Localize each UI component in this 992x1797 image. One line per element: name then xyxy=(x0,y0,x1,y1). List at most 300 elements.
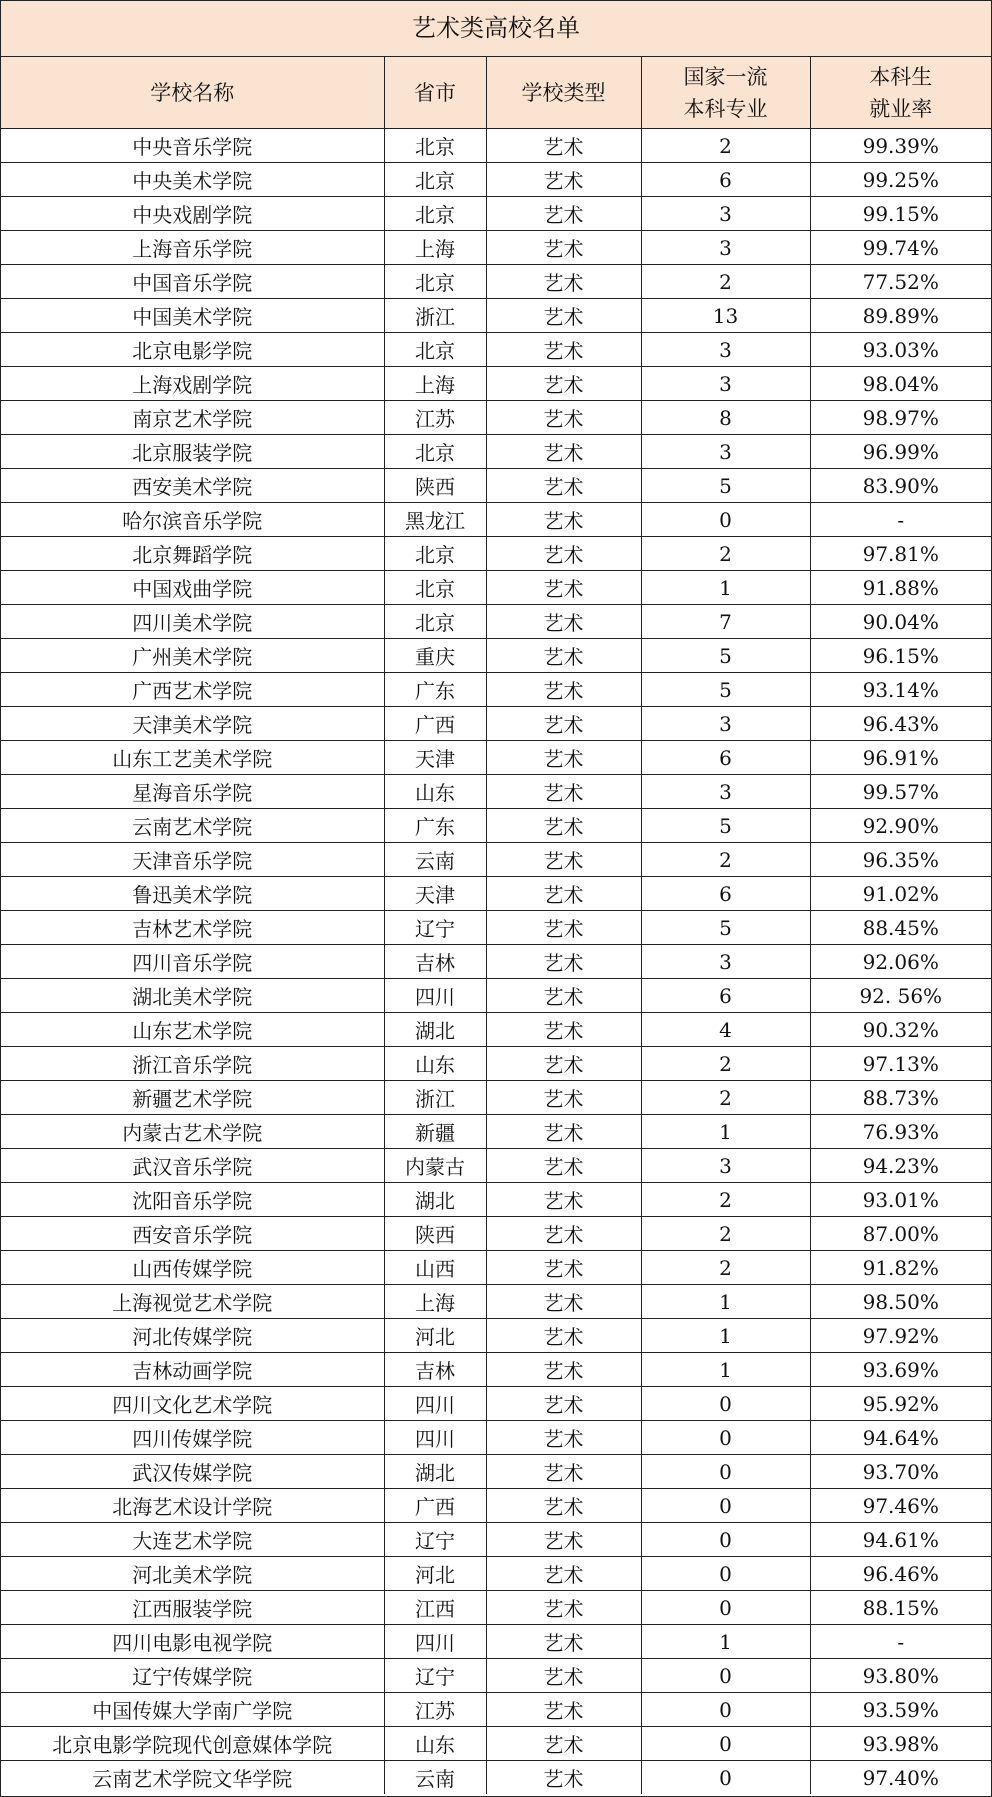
cell-province: 天津 xyxy=(384,741,486,775)
cell-school-name: 新疆艺术学院 xyxy=(1,1081,384,1115)
cell-school-type: 艺术 xyxy=(486,1761,641,1795)
cell-province: 山东 xyxy=(384,775,486,809)
cell-first-class-majors: 0 xyxy=(641,1727,810,1761)
cell-province: 四川 xyxy=(384,1625,486,1659)
cell-first-class-majors: 2 xyxy=(641,129,810,163)
cell-employment-rate: 97.81% xyxy=(810,537,991,571)
cell-school-type: 艺术 xyxy=(486,1591,641,1625)
cell-school-type: 艺术 xyxy=(486,503,641,537)
cell-first-class-majors: 0 xyxy=(641,1693,810,1727)
cell-employment-rate: 89.89% xyxy=(810,299,991,333)
cell-school-name: 云南艺术学院文华学院 xyxy=(1,1761,384,1795)
cell-province: 北京 xyxy=(384,605,486,639)
cell-province: 山东 xyxy=(384,1727,486,1761)
cell-school-name: 山东艺术学院 xyxy=(1,1013,384,1047)
cell-employment-rate: 94.64% xyxy=(810,1421,991,1455)
cell-school-name: 四川美术学院 xyxy=(1,605,384,639)
cell-employment-rate: 96.43% xyxy=(810,707,991,741)
cell-employment-rate: 96.46% xyxy=(810,1557,991,1591)
cell-school-type: 艺术 xyxy=(486,537,641,571)
cell-first-class-majors: 2 xyxy=(641,843,810,877)
cell-province: 江苏 xyxy=(384,1693,486,1727)
cell-school-name: 北海艺术设计学院 xyxy=(1,1489,384,1523)
cell-employment-rate: 93.70% xyxy=(810,1455,991,1489)
cell-employment-rate: 97.40% xyxy=(862,1765,939,1790)
cell-province: 湖北 xyxy=(384,1455,486,1489)
cell-province: 陕西 xyxy=(384,469,486,503)
cell-province: 山东 xyxy=(384,1047,486,1081)
cell-province: 广西 xyxy=(384,1489,486,1523)
table-row xyxy=(1,1591,991,1625)
cell-employment-rate: - xyxy=(810,1625,991,1659)
cell-first-class-majors: 5 xyxy=(641,911,810,945)
cell-employment-rate: 97.92% xyxy=(810,1319,991,1353)
table-row xyxy=(1,1659,991,1693)
cell-school-type: 艺术 xyxy=(486,1217,641,1251)
cell-province: 江苏 xyxy=(384,401,486,435)
table-row xyxy=(1,299,991,333)
table-row xyxy=(1,401,991,435)
cell-province: 浙江 xyxy=(384,299,486,333)
cell-employment-rate: 90.04% xyxy=(810,605,991,639)
cell-first-class-majors: 0 xyxy=(641,1455,810,1489)
header-province: 省市 xyxy=(384,57,486,129)
table-row xyxy=(1,1455,991,1489)
cell-school-name: 南京艺术学院 xyxy=(1,401,384,435)
cell-school-name: 吉林艺术学院 xyxy=(1,911,384,945)
table-row xyxy=(1,1387,991,1421)
table-row xyxy=(1,1251,991,1285)
cell-school-type: 艺术 xyxy=(486,673,641,707)
cell-employment-rate: 92.06% xyxy=(810,945,991,979)
cell-school-type: 艺术 xyxy=(486,605,641,639)
cell-first-class-majors: 6 xyxy=(641,741,810,775)
cell-first-class-majors: 0 xyxy=(641,1591,810,1625)
cell-first-class-majors: 0 xyxy=(641,1761,810,1795)
cell-school-type: 艺术 xyxy=(486,1081,641,1115)
cell-employment-rate: 91.02% xyxy=(810,877,991,911)
table-row xyxy=(1,1047,991,1081)
cell-first-class-majors: 0 xyxy=(641,1489,810,1523)
cell-first-class-majors: 3 xyxy=(641,333,810,367)
cell-employment-rate: 91.88% xyxy=(810,571,991,605)
cell-school-name: 中国美术学院 xyxy=(1,299,384,333)
cell-school-type: 艺术 xyxy=(486,979,641,1013)
cell-employment-rate: 99.57% xyxy=(810,775,991,809)
cell-first-class-majors: 3 xyxy=(641,435,810,469)
table-header xyxy=(1,57,991,129)
header-majors-line2: 本科专业 xyxy=(683,96,768,121)
cell-school-type: 艺术 xyxy=(486,1659,641,1693)
cell-employment-rate: 88.15% xyxy=(810,1591,991,1625)
table-row xyxy=(1,775,991,809)
cell-school-name: 中央戏剧学院 xyxy=(1,197,384,231)
cell-province: 河北 xyxy=(384,1319,486,1353)
cell-school-name: 山东工艺美术学院 xyxy=(1,741,384,775)
cell-school-name: 湖北美术学院 xyxy=(1,979,384,1013)
header-row xyxy=(1,57,991,129)
table-row xyxy=(1,1489,991,1523)
cell-employment-rate: 97.46% xyxy=(810,1489,991,1523)
table-row xyxy=(1,503,991,537)
table-row xyxy=(1,197,991,231)
cell-school-type: 艺术 xyxy=(486,367,641,401)
cell-province: 湖北 xyxy=(384,1013,486,1047)
cell-school-name: 上海戏剧学院 xyxy=(1,367,384,401)
cell-province: 辽宁 xyxy=(384,1659,486,1693)
table-row xyxy=(1,1625,991,1659)
cell-province: 重庆 xyxy=(384,639,486,673)
cell-employment-rate: 93.14% xyxy=(810,673,991,707)
cell-province: 广东 xyxy=(384,809,486,843)
cell-province: 内蒙古 xyxy=(384,1149,486,1183)
cell-school-type: 艺术 xyxy=(486,231,641,265)
cell-employment-rate: 88.73% xyxy=(810,1081,991,1115)
cell-province: 吉林 xyxy=(384,1353,486,1387)
cell-school-type: 艺术 xyxy=(486,1489,641,1523)
cell-school-name: 北京电影学院 xyxy=(1,333,384,367)
cell-school-type: 艺术 xyxy=(486,435,641,469)
cell-first-class-majors: 2 xyxy=(641,1047,810,1081)
table-row xyxy=(1,1319,991,1353)
cell-province: 北京 xyxy=(384,163,486,197)
cell-school-name: 西安美术学院 xyxy=(1,469,384,503)
table-body xyxy=(1,129,991,1795)
cell-first-class-majors: 0 xyxy=(641,1557,810,1591)
cell-school-name: 中国戏曲学院 xyxy=(1,571,384,605)
cell-school-name: 北京舞蹈学院 xyxy=(1,537,384,571)
cell-province: 四川 xyxy=(384,1421,486,1455)
cell-employment-rate: 93.80% xyxy=(810,1659,991,1693)
table-row xyxy=(1,1285,991,1319)
table-row xyxy=(1,1013,991,1047)
cell-province: 天津 xyxy=(384,877,486,911)
cell-school-type: 艺术 xyxy=(486,945,641,979)
table-row xyxy=(1,1217,991,1251)
table-row xyxy=(1,571,991,605)
cell-employment-rate: - xyxy=(810,503,991,537)
cell-employment-rate: 77.52% xyxy=(810,265,991,299)
table-row xyxy=(1,333,991,367)
cell-province: 江西 xyxy=(384,1591,486,1625)
table-row xyxy=(1,707,991,741)
cell-province: 广西 xyxy=(384,707,486,741)
cell-school-type: 艺术 xyxy=(486,1115,641,1149)
cell-first-class-majors: 6 xyxy=(641,877,810,911)
cell-school-name: 中央美术学院 xyxy=(1,163,384,197)
table-row xyxy=(1,231,991,265)
table-row xyxy=(1,163,991,197)
cell-employment-rate: 94.23% xyxy=(810,1149,991,1183)
cell-employment-rate: 99.15% xyxy=(810,197,991,231)
cell-school-type: 艺术 xyxy=(486,1557,641,1591)
cell-province: 北京 xyxy=(384,435,486,469)
cell-first-class-majors: 2 xyxy=(641,265,810,299)
table-row xyxy=(1,1727,991,1761)
cell-school-type: 艺术 xyxy=(486,163,641,197)
header-employment-rate xyxy=(810,57,991,129)
table-row xyxy=(1,1081,991,1115)
cell-province: 河北 xyxy=(384,1557,486,1591)
cell-employment-rate: 96.91% xyxy=(810,741,991,775)
table-row xyxy=(1,1183,991,1217)
cell-employment-rate: 99.25% xyxy=(810,163,991,197)
cell-employment-rate: 83.90% xyxy=(810,469,991,503)
cell-school-name: 内蒙古艺术学院 xyxy=(1,1115,384,1149)
table-row xyxy=(1,639,991,673)
cell-first-class-majors: 3 xyxy=(641,231,810,265)
cell-school-name: 中国音乐学院 xyxy=(1,265,384,299)
table-row xyxy=(1,1149,991,1183)
cell-school-type: 艺术 xyxy=(486,1047,641,1081)
cell-school-name: 广州美术学院 xyxy=(1,639,384,673)
cell-first-class-majors: 0 xyxy=(641,1659,810,1693)
cell-employment-rate: 92. 56% xyxy=(810,979,991,1013)
cell-school-type: 艺术 xyxy=(486,1251,641,1285)
cell-school-type: 艺术 xyxy=(486,1013,641,1047)
cell-province: 云南 xyxy=(384,1761,486,1795)
cell-school-name: 云南艺术学院 xyxy=(1,809,384,843)
cell-province: 北京 xyxy=(384,265,486,299)
cell-school-type: 艺术 xyxy=(486,707,641,741)
cell-employment-rate: 92.90% xyxy=(810,809,991,843)
cell-first-class-majors: 0 xyxy=(641,1387,810,1421)
table-row xyxy=(1,809,991,843)
cell-school-type: 艺术 xyxy=(486,571,641,605)
cell-first-class-majors: 3 xyxy=(641,707,810,741)
cell-school-type: 艺术 xyxy=(486,1693,641,1727)
cell-employment-rate: 93.98% xyxy=(810,1727,991,1761)
cell-province: 北京 xyxy=(384,197,486,231)
header-school-name: 学校名称 xyxy=(1,57,384,129)
cell-school-type: 艺术 xyxy=(486,1387,641,1421)
cell-school-type: 艺术 xyxy=(486,333,641,367)
cell-employment-rate: 99.39% xyxy=(810,129,991,163)
cell-school-type: 艺术 xyxy=(486,639,641,673)
cell-school-type: 艺术 xyxy=(486,911,641,945)
cell-school-type: 艺术 xyxy=(486,775,641,809)
table-row xyxy=(1,1761,991,1795)
table-row xyxy=(1,673,991,707)
cell-school-name: 沈阳音乐学院 xyxy=(1,1183,384,1217)
cell-first-class-majors: 3 xyxy=(641,197,810,231)
cell-school-name: 河北美术学院 xyxy=(1,1557,384,1591)
cell-school-name: 西安音乐学院 xyxy=(1,1217,384,1251)
cell-province: 辽宁 xyxy=(384,1523,486,1557)
cell-school-type: 艺术 xyxy=(486,129,641,163)
cell-first-class-majors: 3 xyxy=(641,1149,810,1183)
cell-school-type: 艺术 xyxy=(486,1353,641,1387)
cell-school-name: 河北传媒学院 xyxy=(1,1319,384,1353)
cell-school-type: 艺术 xyxy=(486,1285,641,1319)
cell-province: 四川 xyxy=(384,979,486,1013)
cell-school-name: 北京电影学院现代创意媒体学院 xyxy=(1,1727,384,1761)
cell-first-class-majors: 1 xyxy=(641,1319,810,1353)
cell-province: 北京 xyxy=(384,571,486,605)
cell-school-name: 辽宁传媒学院 xyxy=(1,1659,384,1693)
cell-school-name: 北京服装学院 xyxy=(1,435,384,469)
cell-school-name: 天津美术学院 xyxy=(1,707,384,741)
table-row xyxy=(1,1693,991,1727)
cell-school-type: 艺术 xyxy=(486,1183,641,1217)
school-table xyxy=(1,57,991,1794)
header-majors-line1: 国家一流 xyxy=(683,64,768,89)
cell-school-name: 上海视觉艺术学院 xyxy=(1,1285,384,1319)
cell-school-name: 山西传媒学院 xyxy=(1,1251,384,1285)
cell-school-name: 鲁迅美术学院 xyxy=(1,877,384,911)
cell-province: 北京 xyxy=(384,333,486,367)
table-row xyxy=(1,1557,991,1591)
cell-employment-rate: 93.59% xyxy=(810,1693,991,1727)
cell-province: 浙江 xyxy=(384,1081,486,1115)
table-row xyxy=(1,537,991,571)
cell-first-class-majors: 3 xyxy=(641,945,810,979)
header-school-type: 学校类型 xyxy=(486,57,641,129)
cell-school-type: 艺术 xyxy=(486,1523,641,1557)
table-row xyxy=(1,911,991,945)
cell-school-name: 天津音乐学院 xyxy=(1,843,384,877)
cell-province: 北京 xyxy=(384,537,486,571)
header-national-first-class-majors xyxy=(641,57,810,129)
cell-school-type: 艺术 xyxy=(486,1319,641,1353)
cell-first-class-majors: 3 xyxy=(641,775,810,809)
cell-employment-rate: 94.61% xyxy=(810,1523,991,1557)
cell-school-type: 艺术 xyxy=(486,1455,641,1489)
cell-province: 黑龙江 xyxy=(384,503,486,537)
cell-first-class-majors: 8 xyxy=(641,401,810,435)
cell-employment-rate: 98.50% xyxy=(810,1285,991,1319)
cell-employment-rate: 99.74% xyxy=(810,231,991,265)
cell-school-type: 艺术 xyxy=(486,401,641,435)
cell-employment-rate: 98.97% xyxy=(810,401,991,435)
cell-employment-rate: 96.15% xyxy=(810,639,991,673)
cell-province: 上海 xyxy=(384,231,486,265)
cell-employment-rate: 93.03% xyxy=(810,333,991,367)
cell-first-class-majors: 1 xyxy=(641,571,810,605)
cell-province: 陕西 xyxy=(384,1217,486,1251)
cell-employment-rate: 88.45% xyxy=(810,911,991,945)
cell-first-class-majors: 3 xyxy=(641,367,810,401)
table-row xyxy=(1,1353,991,1387)
cell-province: 辽宁 xyxy=(384,911,486,945)
table-row xyxy=(1,979,991,1013)
cell-school-name: 武汉传媒学院 xyxy=(1,1455,384,1489)
cell-school-type: 艺术 xyxy=(486,843,641,877)
cell-province: 湖北 xyxy=(384,1183,486,1217)
table-row xyxy=(1,945,991,979)
cell-school-name: 四川传媒学院 xyxy=(1,1421,384,1455)
cell-province: 上海 xyxy=(384,367,486,401)
cell-first-class-majors: 0 xyxy=(641,503,810,537)
cell-employment-rate: 91.82% xyxy=(810,1251,991,1285)
cell-province: 山西 xyxy=(384,1251,486,1285)
cell-first-class-majors: 6 xyxy=(641,979,810,1013)
cell-first-class-majors: 5 xyxy=(641,809,810,843)
cell-first-class-majors: 2 xyxy=(641,1183,810,1217)
cell-first-class-majors: 1 xyxy=(641,1625,810,1659)
cell-province: 北京 xyxy=(384,129,486,163)
cell-first-class-majors: 6 xyxy=(641,163,810,197)
cell-school-type: 艺术 xyxy=(486,197,641,231)
cell-province: 四川 xyxy=(384,1387,486,1421)
cell-employment-rate: 97.13% xyxy=(810,1047,991,1081)
cell-employment-rate: 87.00% xyxy=(810,1217,991,1251)
cell-school-name: 江西服装学院 xyxy=(1,1591,384,1625)
cell-province: 广东 xyxy=(384,673,486,707)
table-title: 艺术类高校名单 xyxy=(1,1,991,57)
cell-employment-rate: 93.01% xyxy=(810,1183,991,1217)
cell-school-name: 浙江音乐学院 xyxy=(1,1047,384,1081)
header-employment-line1: 本科生 xyxy=(869,64,933,89)
cell-school-name: 吉林动画学院 xyxy=(1,1353,384,1387)
cell-employment-rate: 90.32% xyxy=(810,1013,991,1047)
cell-employment-rate: 95.92% xyxy=(810,1387,991,1421)
cell-employment-rate: 96.99% xyxy=(810,435,991,469)
cell-school-name: 中央音乐学院 xyxy=(1,129,384,163)
cell-first-class-majors: 4 xyxy=(641,1013,810,1047)
header-employment-line2: 就业率 xyxy=(869,96,933,121)
cell-first-class-majors: 1 xyxy=(641,1353,810,1387)
cell-province: 吉林 xyxy=(384,945,486,979)
table-row xyxy=(1,877,991,911)
cell-school-name: 星海音乐学院 xyxy=(1,775,384,809)
cell-school-type: 艺术 xyxy=(486,1149,641,1183)
cell-first-class-majors: 2 xyxy=(641,1251,810,1285)
cell-province: 上海 xyxy=(384,1285,486,1319)
cell-school-type: 艺术 xyxy=(486,877,641,911)
cell-school-type: 艺术 xyxy=(486,809,641,843)
cell-school-type: 艺术 xyxy=(486,741,641,775)
cell-school-type: 艺术 xyxy=(486,1625,641,1659)
cell-first-class-majors: 5 xyxy=(641,673,810,707)
table-row xyxy=(1,265,991,299)
table-row xyxy=(1,605,991,639)
cell-employment-rate: 76.93% xyxy=(810,1115,991,1149)
table-row xyxy=(1,741,991,775)
cell-first-class-majors: 1 xyxy=(641,1115,810,1149)
table-row xyxy=(1,1115,991,1149)
cell-first-class-majors: 1 xyxy=(641,1285,810,1319)
cell-province: 新疆 xyxy=(384,1115,486,1149)
cell-province: 云南 xyxy=(384,843,486,877)
cell-school-name: 上海音乐学院 xyxy=(1,231,384,265)
table-row xyxy=(1,435,991,469)
table-row xyxy=(1,129,991,163)
cell-first-class-majors: 2 xyxy=(641,1081,810,1115)
cell-first-class-majors: 2 xyxy=(641,537,810,571)
cell-first-class-majors: 2 xyxy=(641,1217,810,1251)
table-row xyxy=(1,843,991,877)
cell-school-type: 艺术 xyxy=(486,299,641,333)
cell-school-name: 武汉音乐学院 xyxy=(1,1149,384,1183)
cell-first-class-majors: 7 xyxy=(641,605,810,639)
table-row xyxy=(1,469,991,503)
cell-school-name: 中国传媒大学南广学院 xyxy=(1,1693,384,1727)
cell-school-name: 哈尔滨音乐学院 xyxy=(1,503,384,537)
table-row xyxy=(1,1523,991,1557)
cell-school-type: 艺术 xyxy=(486,265,641,299)
cell-employment-rate: 96.35% xyxy=(810,843,991,877)
cell-first-class-majors: 5 xyxy=(641,639,810,673)
cell-school-type: 艺术 xyxy=(486,469,641,503)
cell-first-class-majors: 0 xyxy=(641,1523,810,1557)
table-row xyxy=(1,367,991,401)
cell-school-type: 艺术 xyxy=(486,1421,641,1455)
table-row xyxy=(1,1421,991,1455)
cell-school-name: 四川文化艺术学院 xyxy=(1,1387,384,1421)
cell-school-name: 四川电影电视学院 xyxy=(1,1625,384,1659)
cell-first-class-majors: 5 xyxy=(641,469,810,503)
